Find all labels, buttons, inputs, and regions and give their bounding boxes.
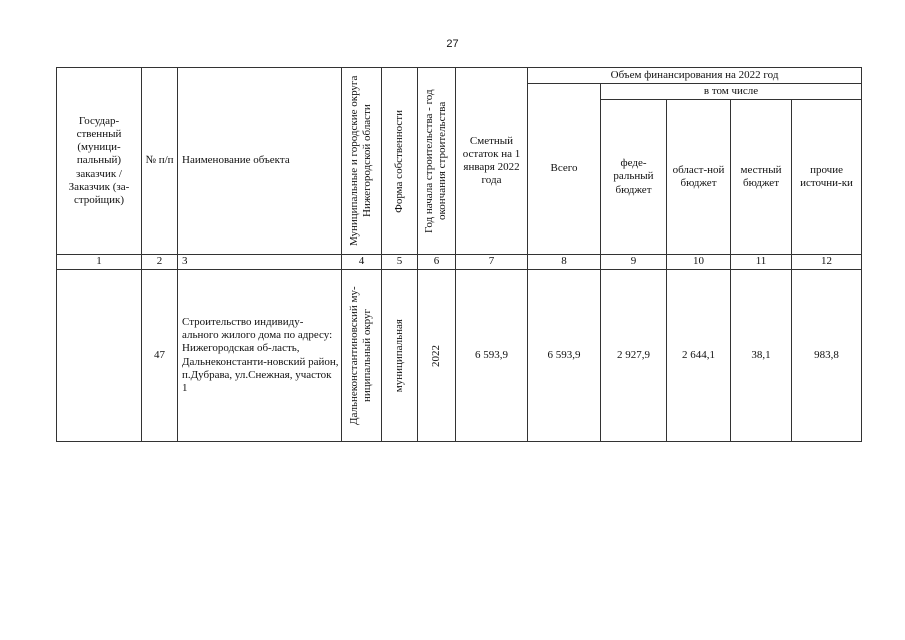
financing-table (56, 67, 862, 442)
column-number: 7 (456, 255, 528, 270)
column-number: 4 (342, 255, 382, 270)
header-total: Всего (528, 84, 601, 255)
header-years (418, 68, 456, 255)
header-years-text: Год начала строительства - год окончания строительства (423, 89, 449, 233)
cell-estimate: 6 593,9 (456, 270, 528, 442)
column-number-row (57, 255, 862, 270)
cell-years (418, 270, 456, 442)
header-regional: област-ной бюджет (667, 100, 731, 255)
cell-years-text: 2022 (429, 344, 442, 367)
cell-local: 38,1 (731, 270, 792, 442)
header-object-name: Наименование объекта (178, 68, 342, 255)
column-number: 5 (382, 255, 418, 270)
cell-municipality (342, 270, 382, 442)
table-row (57, 270, 862, 442)
cell-object-name: Строительство индивиду-ального жилого дома по адресу: Нижегородская об-ласть, Дальнеконстанти-новский район, п.Дубрава, ул.Снежная, участок 1 (178, 270, 342, 442)
cell-federal: 2 927,9 (601, 270, 667, 442)
column-number: 6 (418, 255, 456, 270)
cell-ownership (382, 270, 418, 442)
cell-ownership-text: муниципальная (392, 318, 405, 393)
header-other: прочие источни-ки (792, 100, 862, 255)
header-customer: Государ-ственный (муници-пальный) заказчик / Заказчик (за-стройщик) (57, 68, 142, 255)
header-row (57, 68, 862, 84)
column-number: 8 (528, 255, 601, 270)
header-including: в том числе (601, 84, 862, 100)
header-local: местный бюджет (731, 100, 792, 255)
column-number: 2 (142, 255, 178, 270)
header-ownership-text: Форма собственности (392, 109, 405, 213)
column-number: 10 (667, 255, 731, 270)
header-federal: феде-ральный бюджет (601, 100, 667, 255)
header-municipality-text: Муниципальные и городские округа Нижегородской области (348, 75, 374, 247)
cell-regional: 2 644,1 (667, 270, 731, 442)
cell-total: 6 593,9 (528, 270, 601, 442)
column-number: 3 (178, 255, 342, 270)
header-estimate: Сметный остаток на 1 января 2022 года (456, 68, 528, 255)
header-ownership (382, 68, 418, 255)
column-number: 12 (792, 255, 862, 270)
cell-municipality-text: Дальнеконстантиновский му-ниципальный округ (348, 286, 374, 425)
cell-other: 983,8 (792, 270, 862, 442)
column-number: 11 (731, 255, 792, 270)
header-funding-group: Объем финансирования на 2022 год (528, 68, 862, 84)
cell-customer (57, 270, 142, 442)
page-number: 27 (446, 38, 459, 50)
column-number: 1 (57, 255, 142, 270)
cell-number: 47 (142, 270, 178, 442)
column-number: 9 (601, 255, 667, 270)
header-municipality (342, 68, 382, 255)
header-number: № п/п (142, 68, 178, 255)
